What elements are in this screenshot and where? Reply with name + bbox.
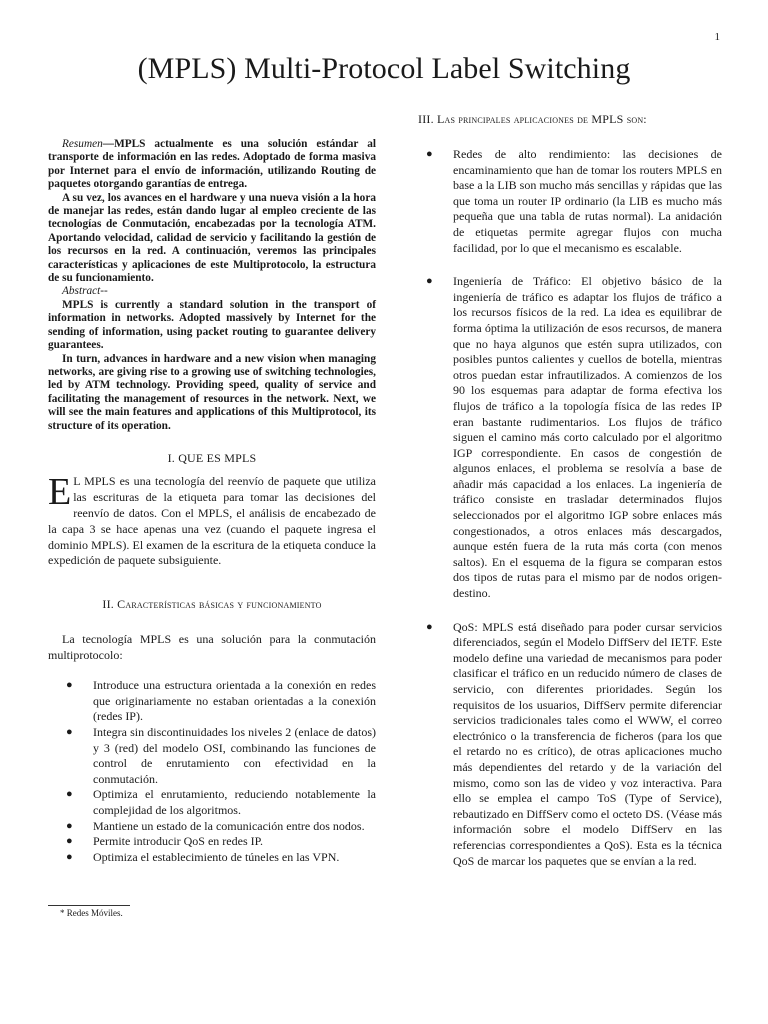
list-item: ● Ingeniería de Tráfico: El objetivo básico de la ingeniería de tráfico es adaptar los flujos de tráfico a los recursos físicos de la red. La idea es equilibrar de forma óptima la utilización de esos recursos, de manera que no haya algunos que estén supra utilizados, con posibles puntos calientes y cuellos de botella, mientras otros puedan estar infrautilizados. A comienzos de los 90 los esquemas para adaptar de forma efectiva los flujos de tráfico a la topología física de las redes IP eran bastante rudimentarios. Los flujos de tráfico siguen el camino más corto calculado por el algoritmo IGP correspondiente. En casos de congestión de algunos enlaces, el problema se resolvía a base de añadir más capacidad a los enlaces. La ingeniería de tráfico consiste en trasladar determinados flujos seleccionados por el algoritmo IGP sobre enlaces más congestionados, a otros enlaces más descargados, aunque estén fuera de la ruta más corta (con menos saltos). En el esquema de la figura se comparan estos dos tipos de rutas para el mismo par de nodos origen-destino. [426,274,722,601]
section-2-number: II. [102,597,114,612]
section-2-intro: La tecnología MPLS es una solución para la conmutación multiprotocolo: [48,632,376,663]
section-1-dropcap: E [48,470,72,513]
resumen-dash: — [102,138,115,150]
resumen-text-1: MPLS actualmente es una solución estándar al transporte de información en las redes. Adoptado de forma masiva por Internet para el envío de información, utilizando Routing de paquetes otorgando garantías de entrega. [48,138,376,191]
resumen-label: Resumen [62,138,103,150]
list-item: ● Redes de alto rendimiento: las decisiones de encaminamiento que han de tomar los routers MPLS en base a la LIB son mucho más sencillas y rápidas que las que toma un router IP ordinario (la LIB es mucho más pequeña que una tabla de rutas normal). La anidación de etiquetas permite agregar flujos con mucha facilidad, por lo que el mecanismo es escalable. [426,147,722,255]
bullet-icon: ● [66,788,73,801]
list-item: ● Integra sin discontinuidades los niveles 2 (enlace de datos) y 3 (red) del modelo OSI, combinando las funciones de control de enrutamiento con efectividad en la conmutación. [66,724,376,786]
list-item: ● Introduce una estructura orientada a la conexión en redes que originariamente no estaban orientadas a la conexión (redes IP). [66,678,376,724]
footnote-divider [48,905,130,906]
left-column [48,138,376,865]
section-3-list [418,147,722,869]
abstract-block [48,138,376,433]
bullet-icon: ● [66,835,73,848]
list-item: ● Optimiza el establecimiento de túneles en las VPN. [66,849,340,864]
section-2-list [48,678,376,865]
section-1-heading [48,451,376,466]
bullet-icon: ● [66,850,73,863]
bullet-icon: ● [66,679,73,692]
section-1-body [48,470,376,569]
page-number: 1 [714,31,720,43]
paper-title: (MPLS) Multi-Protocol Label Switching [137,52,631,85]
abstract-paragraph-1: MPLS is currently a standard solution in the transport of information in networks. Adopted massively by Internet for the sending of information, using packet routing to guarantee delivery guarantees. [48,298,376,352]
bullet-icon: ● [66,725,73,738]
abstract-paragraph-2: In turn, advances in hardware and a new vision when managing networks, are giving rise to a growing use of switching technologies, led by ATM technology. Providing speed, quality of service and facilitating the management of resources in the network. Next, we will see the main features and applications of this Multiprotocol, its structure of its operation. [48,352,376,432]
list-item: ● Mantiene un estado de la comunicación entre dos nodos. [66,818,365,833]
section-3-number: III. [418,112,434,126]
bullet-icon: ● [426,275,433,288]
right-column [418,112,722,869]
list-item: ● QoS: MPLS está diseñado para poder cursar servicios diferenciados, según el Modelo DiffServ del IETF. Este modelo define una variedad de mecanismos para poder clasificar el tráfico en un reducido número de clases de servicio, con diferentes prioridades. Según los requisitos de los usuarios, DiffServ permite diferenciar servicios tradicionales tales como el WWW, el correo electrónico o la transferencia de ficheros (para los que el retardo no es crítico), de otras aplicaciones mucho más dependientes del retardo y de la variación del mismo, como son las de video y voz interactiva. Para ello se emplea el campo ToS (Type of Service), rebautizado en DiffServ como el octeto DS. (Véase más información sobre el modelo DiffServ en las referencias correspondientes a QoS). Esta es la técnica QoS de marcar los paquetes que se envían a la red. [426,619,722,868]
resumen-paragraph-2: A su vez, los avances en el hardware y una nueva visión a la hora de manejar las redes, están dando lugar al empleo creciente de las tecnologías de Conmutación, encabezadas por la tecnología ATM. Aportando velocidad, calidad de servicio y facilitando la gestión de los recursos en la red. A continuación, veremos las principales características y aplicaciones de este Multiprotocolo, la estructura de su funcionamiento. [48,191,376,285]
abstract-label: Abstract-- [62,285,108,298]
footnote: * Redes Móviles. [60,908,123,918]
section-3-heading [418,112,722,127]
bullet-icon: ● [426,148,433,160]
resumen-paragraph-1 [48,138,376,192]
bullet-icon: ● [426,620,433,633]
list-item: ● Permite introducir QoS en redes IP. [66,834,263,849]
section-1-number: I. [167,450,175,465]
bullet-icon: ● [66,819,73,832]
list-item: ● Optimiza el enrutamiento, reduciendo notablemente la complejidad de los algoritmos. [66,787,376,817]
section-2-heading [48,597,376,612]
section-2-title: Características básicas y funcionamiento [117,597,322,612]
section-3-title: Las principales aplicaciones de MPLS son: [437,112,647,126]
section-1-title: QUE ES MPLS [178,450,257,465]
section-1-text: L MPLS es una tecnología del reenvío de paquete que utiliza las escrituras de la etiqueta para tomar las decisiones del reenvío de datos. Con el MPLS, el análisis de encabezado de la capa 3 se hace apenas una vez (cuando el paquete ingresa el dominio MPLS). El examen de la escritura de la etiqueta conduce la expedición de paquete subsiguiente. [48,473,376,568]
